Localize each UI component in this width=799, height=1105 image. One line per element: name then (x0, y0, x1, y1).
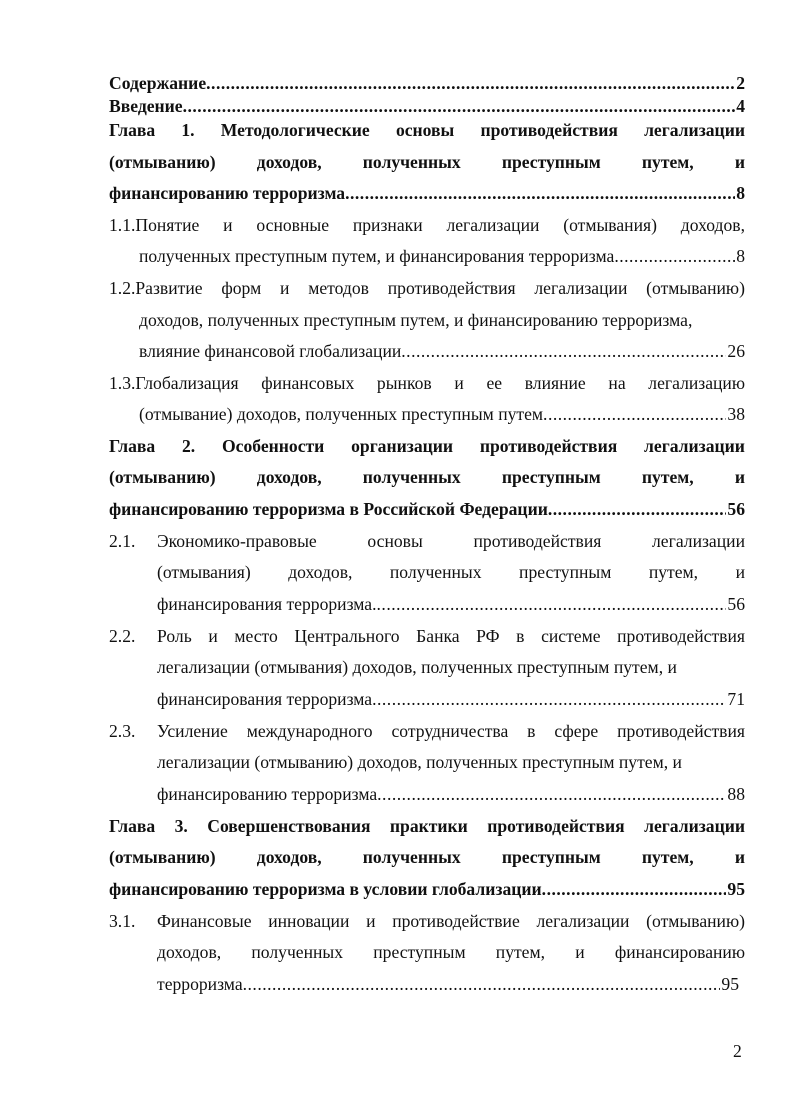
chapter-3-title-line-1: Глава 3. Совершенствования практики противодействия легализации (109, 816, 745, 836)
section-3-1-line-2: доходов, полученных преступным путем, и финансированию (157, 942, 745, 962)
section-3-1-line-1: Финансовые инновации и противодействие легализации (отмыванию) (157, 911, 745, 931)
chapter-1-title-line-3: финансированию терроризма ..... 8 (109, 182, 745, 204)
section-2-1-line-3: финансирования терроризма. ..... 56 (157, 593, 745, 615)
section-2-2-line-2: легализации (отмывания) доходов, полученных преступным путем, и (157, 657, 677, 677)
section-number: 1.2. (109, 278, 136, 298)
section-1-3-line-1: 1.3. Глобализация финансовых рынков и ее влияние на легализацию (109, 373, 745, 393)
section-1-3-line-2: (отмывание) доходов, полученных преступным путем ..... 38 (139, 403, 745, 425)
section-1-2-line-3: влияние финансовой глобализации ..... 26 (139, 340, 745, 362)
chapter-1-title-line-2: (отмыванию) доходов, полученных преступным путем, и (109, 152, 745, 172)
section-1-2-line-2: доходов, полученных преступным путем, и финансированию терроризма, (139, 310, 693, 330)
section-2-2-line-3: финансирования терроризма ..... 71 (157, 688, 745, 710)
toc-entry-soderzhanie: Содержание ..... 2 (109, 72, 745, 94)
section-2-2-line-1: Роль и место Центрального Банка РФ в системе противодействия (157, 626, 745, 646)
section-number: 2.3. (109, 721, 136, 741)
chapter-2-title-line-2: (отмыванию) доходов, полученных преступным путем, и (109, 467, 745, 487)
section-1-2-line-1: 1.2. Развитие форм и методов противодействия легализации (отмыванию) (109, 278, 745, 298)
toc-entry-vvedenie: Введение ..... 4 (109, 95, 745, 117)
section-number: 3.1. (109, 911, 136, 931)
section-2-3-line-3: финансированию терроризма ..... 88 (157, 783, 745, 805)
section-2-3-line-1: Усиление международного сотрудничества в сфере противодействия (157, 721, 745, 741)
section-3-1-line-3: терроризма ..... 95 (157, 973, 739, 995)
chapter-3-title-line-3: финансированию терроризма в условии глобализации ..... 95 (109, 878, 745, 900)
section-2-3-line-2: легализации (отмыванию) доходов, полученных преступным путем, и (157, 752, 682, 772)
section-number: 1.3. (109, 373, 136, 393)
section-1-1-line-1: 1.1. Понятие и основные признаки легализации (отмывания) доходов, (109, 215, 745, 235)
chapter-2-title-line-3: финансированию терроризма в Российской Федерации ..... 56 (109, 498, 745, 520)
page-number: 2 (733, 1041, 742, 1061)
section-2-1-line-1: Экономико-правовые основы противодействия легализации (157, 531, 745, 551)
chapter-3-title-line-2: (отмыванию) доходов, полученных преступным путем, и (109, 847, 745, 867)
section-1-1-line-2: полученных преступным путем, и финансирования терроризма ..... 8 (139, 245, 745, 267)
section-number: 2.1. (109, 531, 136, 551)
section-2-1-line-2: (отмывания) доходов, полученных преступным путем, и (157, 562, 745, 582)
section-number: 1.1. (109, 215, 136, 235)
chapter-1-title-line-1: Глава 1. Методологические основы противодействия легализации (109, 120, 745, 140)
section-number: 2.2. (109, 626, 136, 646)
chapter-2-title-line-1: Глава 2. Особенности организации противодействия легализации (109, 436, 745, 456)
